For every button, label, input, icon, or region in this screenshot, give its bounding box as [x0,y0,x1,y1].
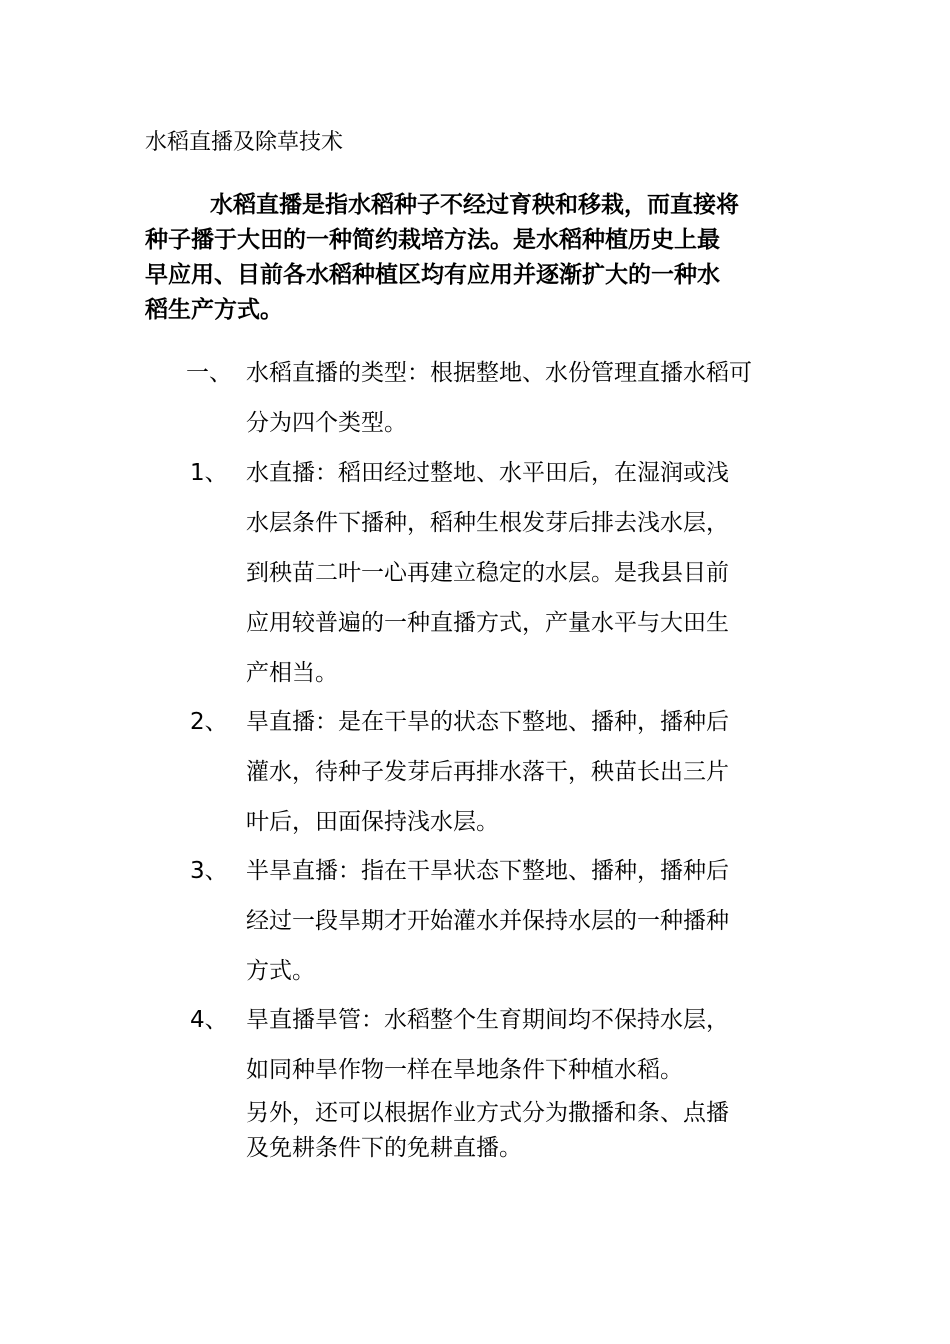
intro-line: 稻生产方式。 [145,297,283,323]
page-title: 水稻直播及除草技术 [145,130,344,155]
intro-line: 种子播于大田的一种简约栽培方法。是水稻种植历史上最 [145,227,720,253]
item-line: 如同种旱作物一样在旱地条件下种植水稻。 [246,1057,683,1083]
item-text [246,846,729,996]
item-marker: 2、 [190,709,228,735]
item-line: 水层条件下播种，稻种生根发芽后排去浅水层， [246,510,729,536]
intro-paragraph [145,188,810,328]
item-line: 灌水，待种子发芽后再排水落干，秧苗长出三片 [246,759,729,785]
section-line: 分为四个类型。 [246,410,407,436]
item-line: 应用较普遍的一种直播方式，产量水平与大田生 [246,610,729,636]
item-line: 旱直播旱管：水稻整个生育期间均不保持水层， [246,1007,729,1033]
item-line: 水直播：稻田经过整地、水平田后，在湿润或浅 [246,460,729,486]
section-text [246,348,752,448]
item-text [246,697,729,847]
item-text [246,995,729,1095]
item-line: 旱直播：是在干旱的状态下整地、播种，播种后 [246,709,729,735]
item-text [246,448,729,698]
item-marker: 4、 [190,1007,228,1033]
extra-line: 及免耕条件下的免耕直播。 [246,1135,522,1161]
item-line: 产相当。 [246,660,338,686]
section-marker: 一、 [186,360,232,386]
item-line: 经过一段旱期才开始灌水并保持水层的一种播种 [246,908,729,934]
intro-line: 早应用、目前各水稻种植区均有应用并逐渐扩大的一种水 [145,262,720,288]
item-line: 到秧苗二叶一心再建立稳定的水层。是我县目前 [246,560,729,586]
item-marker: 1、 [190,460,228,486]
item-line: 叶后，田面保持浅水层。 [246,809,499,835]
section-line: 水稻直播的类型：根据整地、水份管理直播水稻可 [246,360,752,386]
item-marker: 3、 [190,858,228,884]
intro-line: 水稻直播是指水稻种子不经过育秧和移栽，而直接将 [210,192,739,218]
extra-paragraph [246,1096,729,1166]
extra-line: 另外，还可以根据作业方式分为撒播和条、点播 [246,1100,729,1126]
item-line: 方式。 [246,958,315,984]
item-line: 半旱直播：指在干旱状态下整地、播种，播种后 [246,858,729,884]
